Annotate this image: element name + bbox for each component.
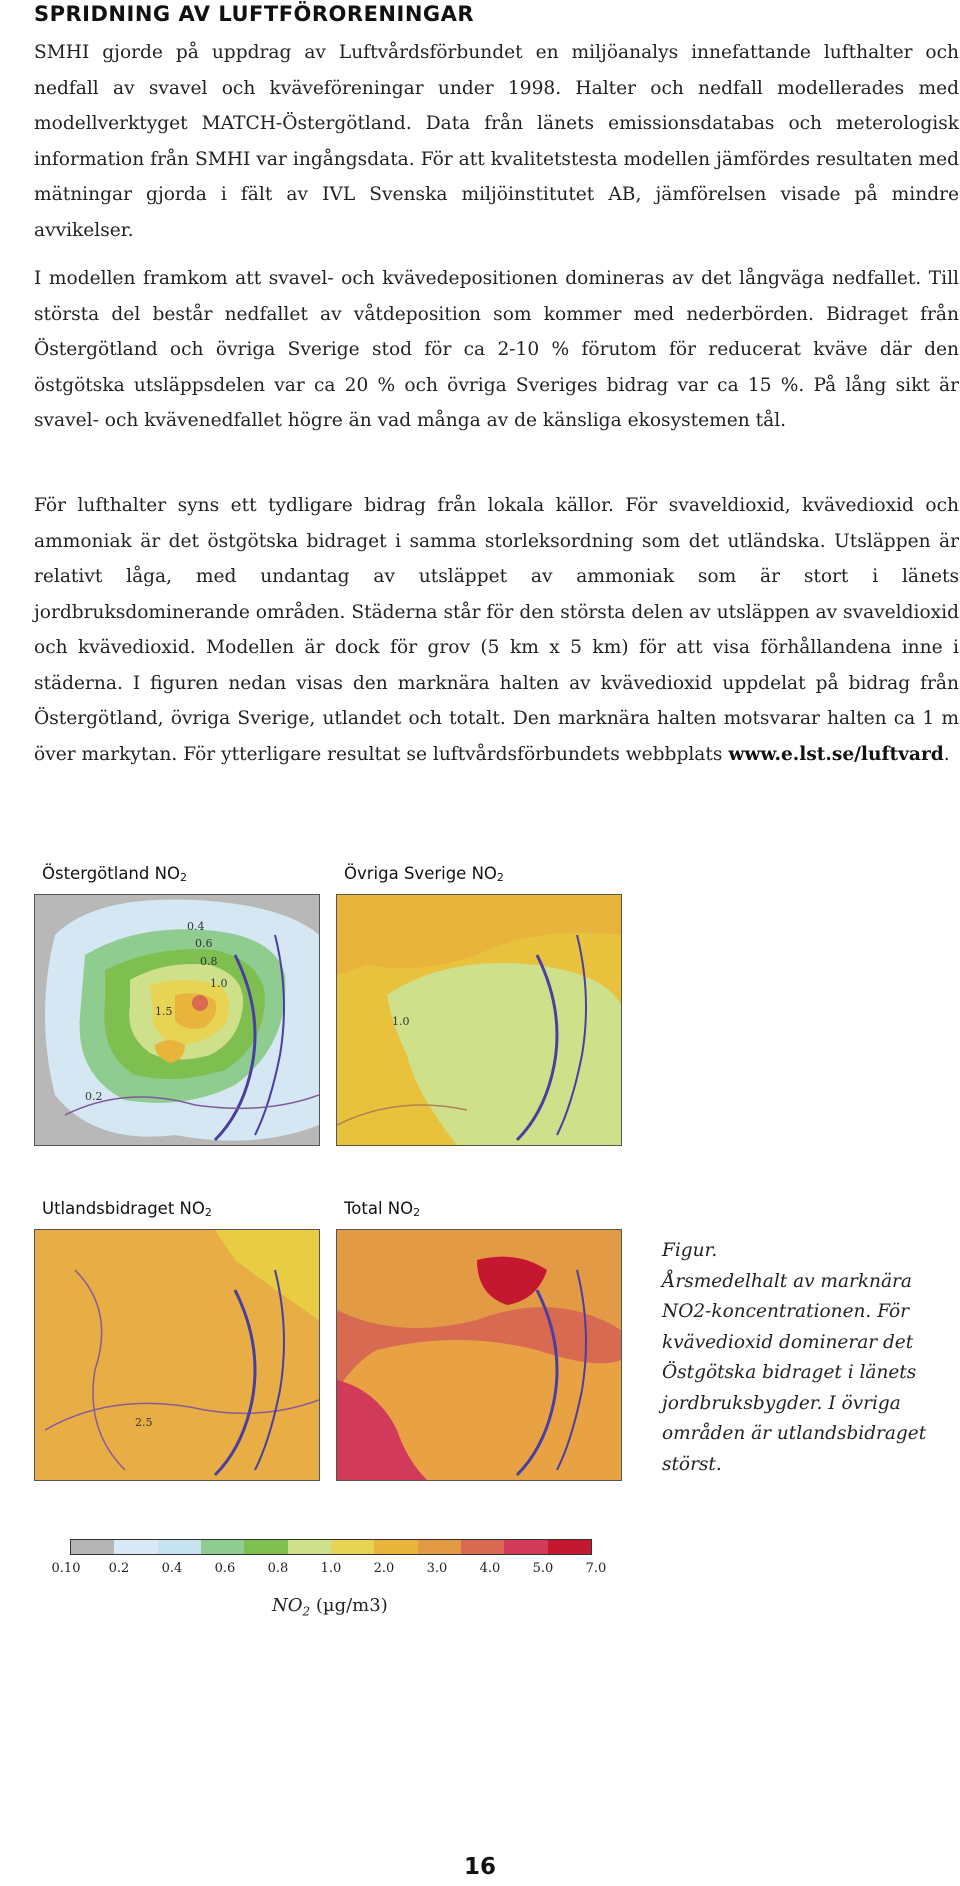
color-scale-segment (71, 1540, 114, 1554)
caption-line: kvävedioxid dominerar det (662, 1331, 914, 1353)
figure-caption (662, 1236, 952, 1480)
color-scale-tick-label: 0.10 (51, 1561, 81, 1576)
color-scale-tick-label: 0.4 (161, 1561, 183, 1576)
map-title-utlandsbidraget: Utlandsbidraget $NO_2$ (42, 1199, 212, 1219)
color-scale-tick-label: 1.0 (320, 1561, 342, 1576)
color-scale-segment (201, 1540, 244, 1554)
contour-label: 1.0 (392, 1015, 410, 1028)
caption-line: störst. (662, 1453, 722, 1475)
contour-label: 1.0 (210, 977, 228, 990)
paragraph-3-text: För lufthalter syns ett tydligare bidrag från lokala källor. För svaveldioxid, kvävedioxid och ammoniak är det östgötska bidraget i samma storleksordning som det utländska. Utsläppen är relativt låga, med undantag av utsläppet av ammoniak som är stort i länets jordbruksdominerande områden. Städerna står för den största delen av utsläppen av svaveldioxid och kvävedioxid. Modellen är dock för grov (5 km x 5 km) för att visa förhållandena inne i städerna. I figuren nedan visas den marknära halten av kvävedioxid uppdelat på bidrag från Östergötland, övriga Sverige, utlandet och totalt. Den marknära halten motsvarar halten ca 1 m över markytan. För ytterligare resultat se luftvårdsförbundets webbplats (34, 495, 959, 765)
color-scale-segment (331, 1540, 374, 1554)
caption-line: Figur. (662, 1240, 718, 1261)
scale-unit-label: $NO_2$ (µg/m3) (272, 1595, 388, 1619)
map-ostergotland (34, 894, 320, 1146)
contour-label: 1.5 (155, 1005, 173, 1018)
color-scale-tick-label: 2.0 (373, 1561, 395, 1576)
contour-label: 2.5 (135, 1416, 153, 1429)
color-scale-segment (158, 1540, 201, 1554)
map-utlandsbidraget (34, 1229, 320, 1481)
color-scale-tick-label: 3.0 (426, 1561, 448, 1576)
color-scale-segment (418, 1540, 461, 1554)
color-scale-bar (70, 1539, 592, 1555)
color-scale-tick-label: 7.0 (585, 1561, 607, 1576)
map-total (336, 1229, 622, 1481)
paragraph-1: SMHI gjorde på uppdrag av Luftvårdsförbundet en miljöanalys innefattande lufthalter och nedfall av svavel och kväveföreningar under 1998. Halter och nedfall modellerades med modellverktyget MATCH-Östergötland. Data från länets emissionsdatabas och meterologisk information från SMHI var ingångsdata. För att kvalitetstesta modellen jämfördes resultaten med mätningar gjorda i fält av IVL Svenska miljöinstitutet AB, jämförelsen visade på mindre avvikelser. (34, 42, 959, 241)
page-number: 16 (463, 1854, 496, 1880)
color-scale-tick-label: 4.0 (479, 1561, 501, 1576)
section-heading: SPRIDNING AV LUFTFÖRORENINGAR (34, 2, 475, 26)
contour-label: 0.2 (85, 1090, 103, 1103)
color-scale-tick-label: 0.6 (214, 1561, 236, 1576)
map-title-ostergotland: Östergötland $NO_2$ (42, 864, 187, 884)
map-title-ovriga-sverige: Övriga Sverige $NO_2$ (344, 864, 504, 884)
caption-line: Östgötska bidraget i länets (662, 1362, 917, 1383)
color-scale-segment (114, 1540, 157, 1554)
website-link[interactable]: www.e.lst.se/luftvard (728, 743, 944, 765)
color-scale-tick-label: 0.8 (267, 1561, 289, 1576)
map-ovriga-sverige (336, 894, 622, 1146)
map-title-total: Total $NO_2$ (344, 1199, 421, 1219)
color-scale-segment (244, 1540, 287, 1554)
contour-label: 0.6 (195, 937, 213, 950)
color-scale-tick-label: 0.2 (108, 1561, 130, 1576)
caption-line: Årsmedelhalt av marknära (662, 1270, 912, 1292)
caption-line: jordbruksbygder. I övriga (662, 1392, 901, 1414)
caption-line: områden är utlandsbidraget (662, 1423, 927, 1444)
contour-label: 0.4 (187, 920, 205, 933)
paragraph-3-end: . (943, 743, 950, 765)
paragraph-2: I modellen framkom att svavel- och kvävedepositionen domineras av det långväga nedfallet. Till största del består nedfallet av våtdeposition som kommer med nederbörden. Bidraget från Östergötland och övriga Sverige stod för ca 2-10 % förutom för reducerat kväve där den östgötska utsläppsdelen var ca 20 % och övriga Sveriges bidrag var ca 15 %. På lång sikt är svavel- och kvävenedfallet högre än vad många av de känsliga ekosystemen tål. (34, 268, 959, 431)
contour-label: 0.8 (200, 955, 218, 968)
color-scale-segment (288, 1540, 331, 1554)
caption-line: NO2-koncentrationen. För (662, 1301, 910, 1322)
color-scale-segment (374, 1540, 417, 1554)
color-scale-tick-label: 5.0 (532, 1561, 554, 1576)
color-scale-segment (504, 1540, 547, 1554)
paragraph-3 (34, 488, 959, 772)
color-scale-segment (461, 1540, 504, 1554)
color-scale-segment (548, 1540, 591, 1554)
